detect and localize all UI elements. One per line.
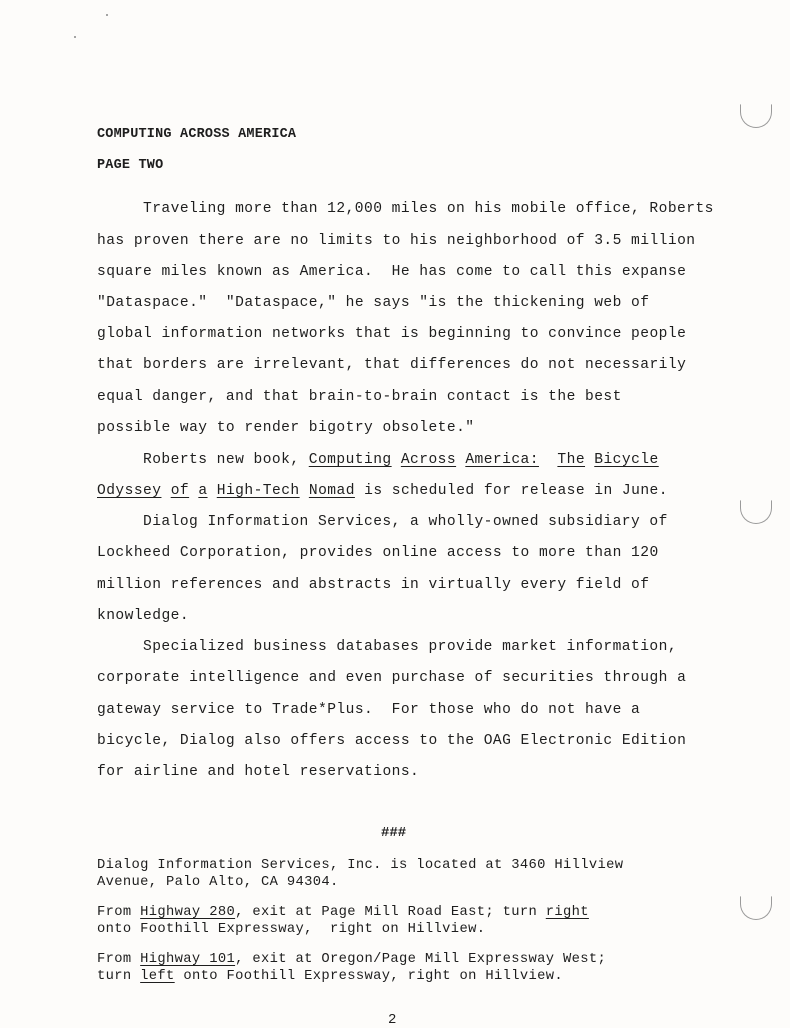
binder-hole [740,500,772,524]
directions-line: onto Foothill Expressway, right on Hillview. [97,922,486,937]
directions-line [97,905,589,920]
book-title-word: a [198,483,208,499]
book-title-word: America: [465,452,539,468]
turn-direction: right [545,905,589,920]
highway-name: Highway 280 [140,905,236,920]
directions-text: , exit at Page Mill Road East; turn [235,905,546,920]
body-line: global information networks that is beginning to convince people [97,326,687,342]
directions-text: onto Foothill Expressway, right on Hillview. [174,969,564,984]
body-line: for airline and hotel reservations. [97,764,420,780]
body-line: Dialog Information Services, a wholly-owned subsidiary of [143,514,668,530]
body-line: million references and abstracts in virtually every field of [97,577,650,593]
paper-speck [74,36,76,38]
book-title-word: High-Tech [216,483,300,499]
body-line: has proven there are no limits to his neighborhood of 3.5 million [97,233,696,249]
body-line: Traveling more than 12,000 miles on his mobile office, Roberts [143,201,714,217]
directions-text: From [97,905,141,920]
book-title-word: Across [400,452,457,468]
page-label: PAGE TWO [97,158,164,173]
body-line: "Dataspace." "Dataspace," he says "is the thickening web of [97,295,650,311]
directions-line [97,952,606,967]
body-line [97,483,668,499]
body-line: square miles known as America. He has come to call this expanse [97,264,687,280]
body-line: knowledge. [97,608,190,624]
body-line: bicycle, Dialog also offers access to the OAG Electronic Edition [97,733,687,749]
body-text: Roberts new book, [143,452,309,468]
binder-hole [740,896,772,920]
directions-text: turn [97,969,141,984]
book-title-word: Nomad [308,483,355,499]
paper-speck [106,14,108,16]
body-text: is scheduled for release in June. [354,483,668,499]
end-mark: ### [381,825,407,841]
directions-text: From [97,952,141,967]
body-line: Specialized business databases provide market information, [143,639,678,655]
body-line: possible way to render bigotry obsolete." [97,420,475,436]
body-line [143,452,659,468]
body-line: equal danger, and that brain-to-brain contact is the best [97,389,622,405]
directions-line [97,969,563,984]
body-line: that borders are irrelevant, that differences do not necessarily [97,357,687,373]
page-number: 2 [388,1012,397,1028]
binder-hole [740,104,772,128]
document-title: COMPUTING ACROSS AMERICA [97,127,297,142]
book-title-word: Computing [308,452,392,468]
book-title-word: Bicycle [594,452,659,468]
address-line: Dialog Information Services, Inc. is located at 3460 Hillview [97,858,624,873]
book-title-word: of [170,483,190,499]
body-line: gateway service to Trade*Plus. For those who do not have a [97,702,641,718]
highway-name: Highway 101 [140,952,236,967]
turn-direction: left [140,969,175,984]
address-line: Avenue, Palo Alto, CA 94304. [97,875,339,890]
body-line: Lockheed Corporation, provides online access to more than 120 [97,545,659,561]
book-title-word: The [557,452,586,468]
book-title-word: Odyssey [97,483,162,499]
directions-text: , exit at Oregon/Page Mill Expressway West; [235,952,607,967]
body-line: corporate intelligence and even purchase of securities through a [97,670,687,686]
